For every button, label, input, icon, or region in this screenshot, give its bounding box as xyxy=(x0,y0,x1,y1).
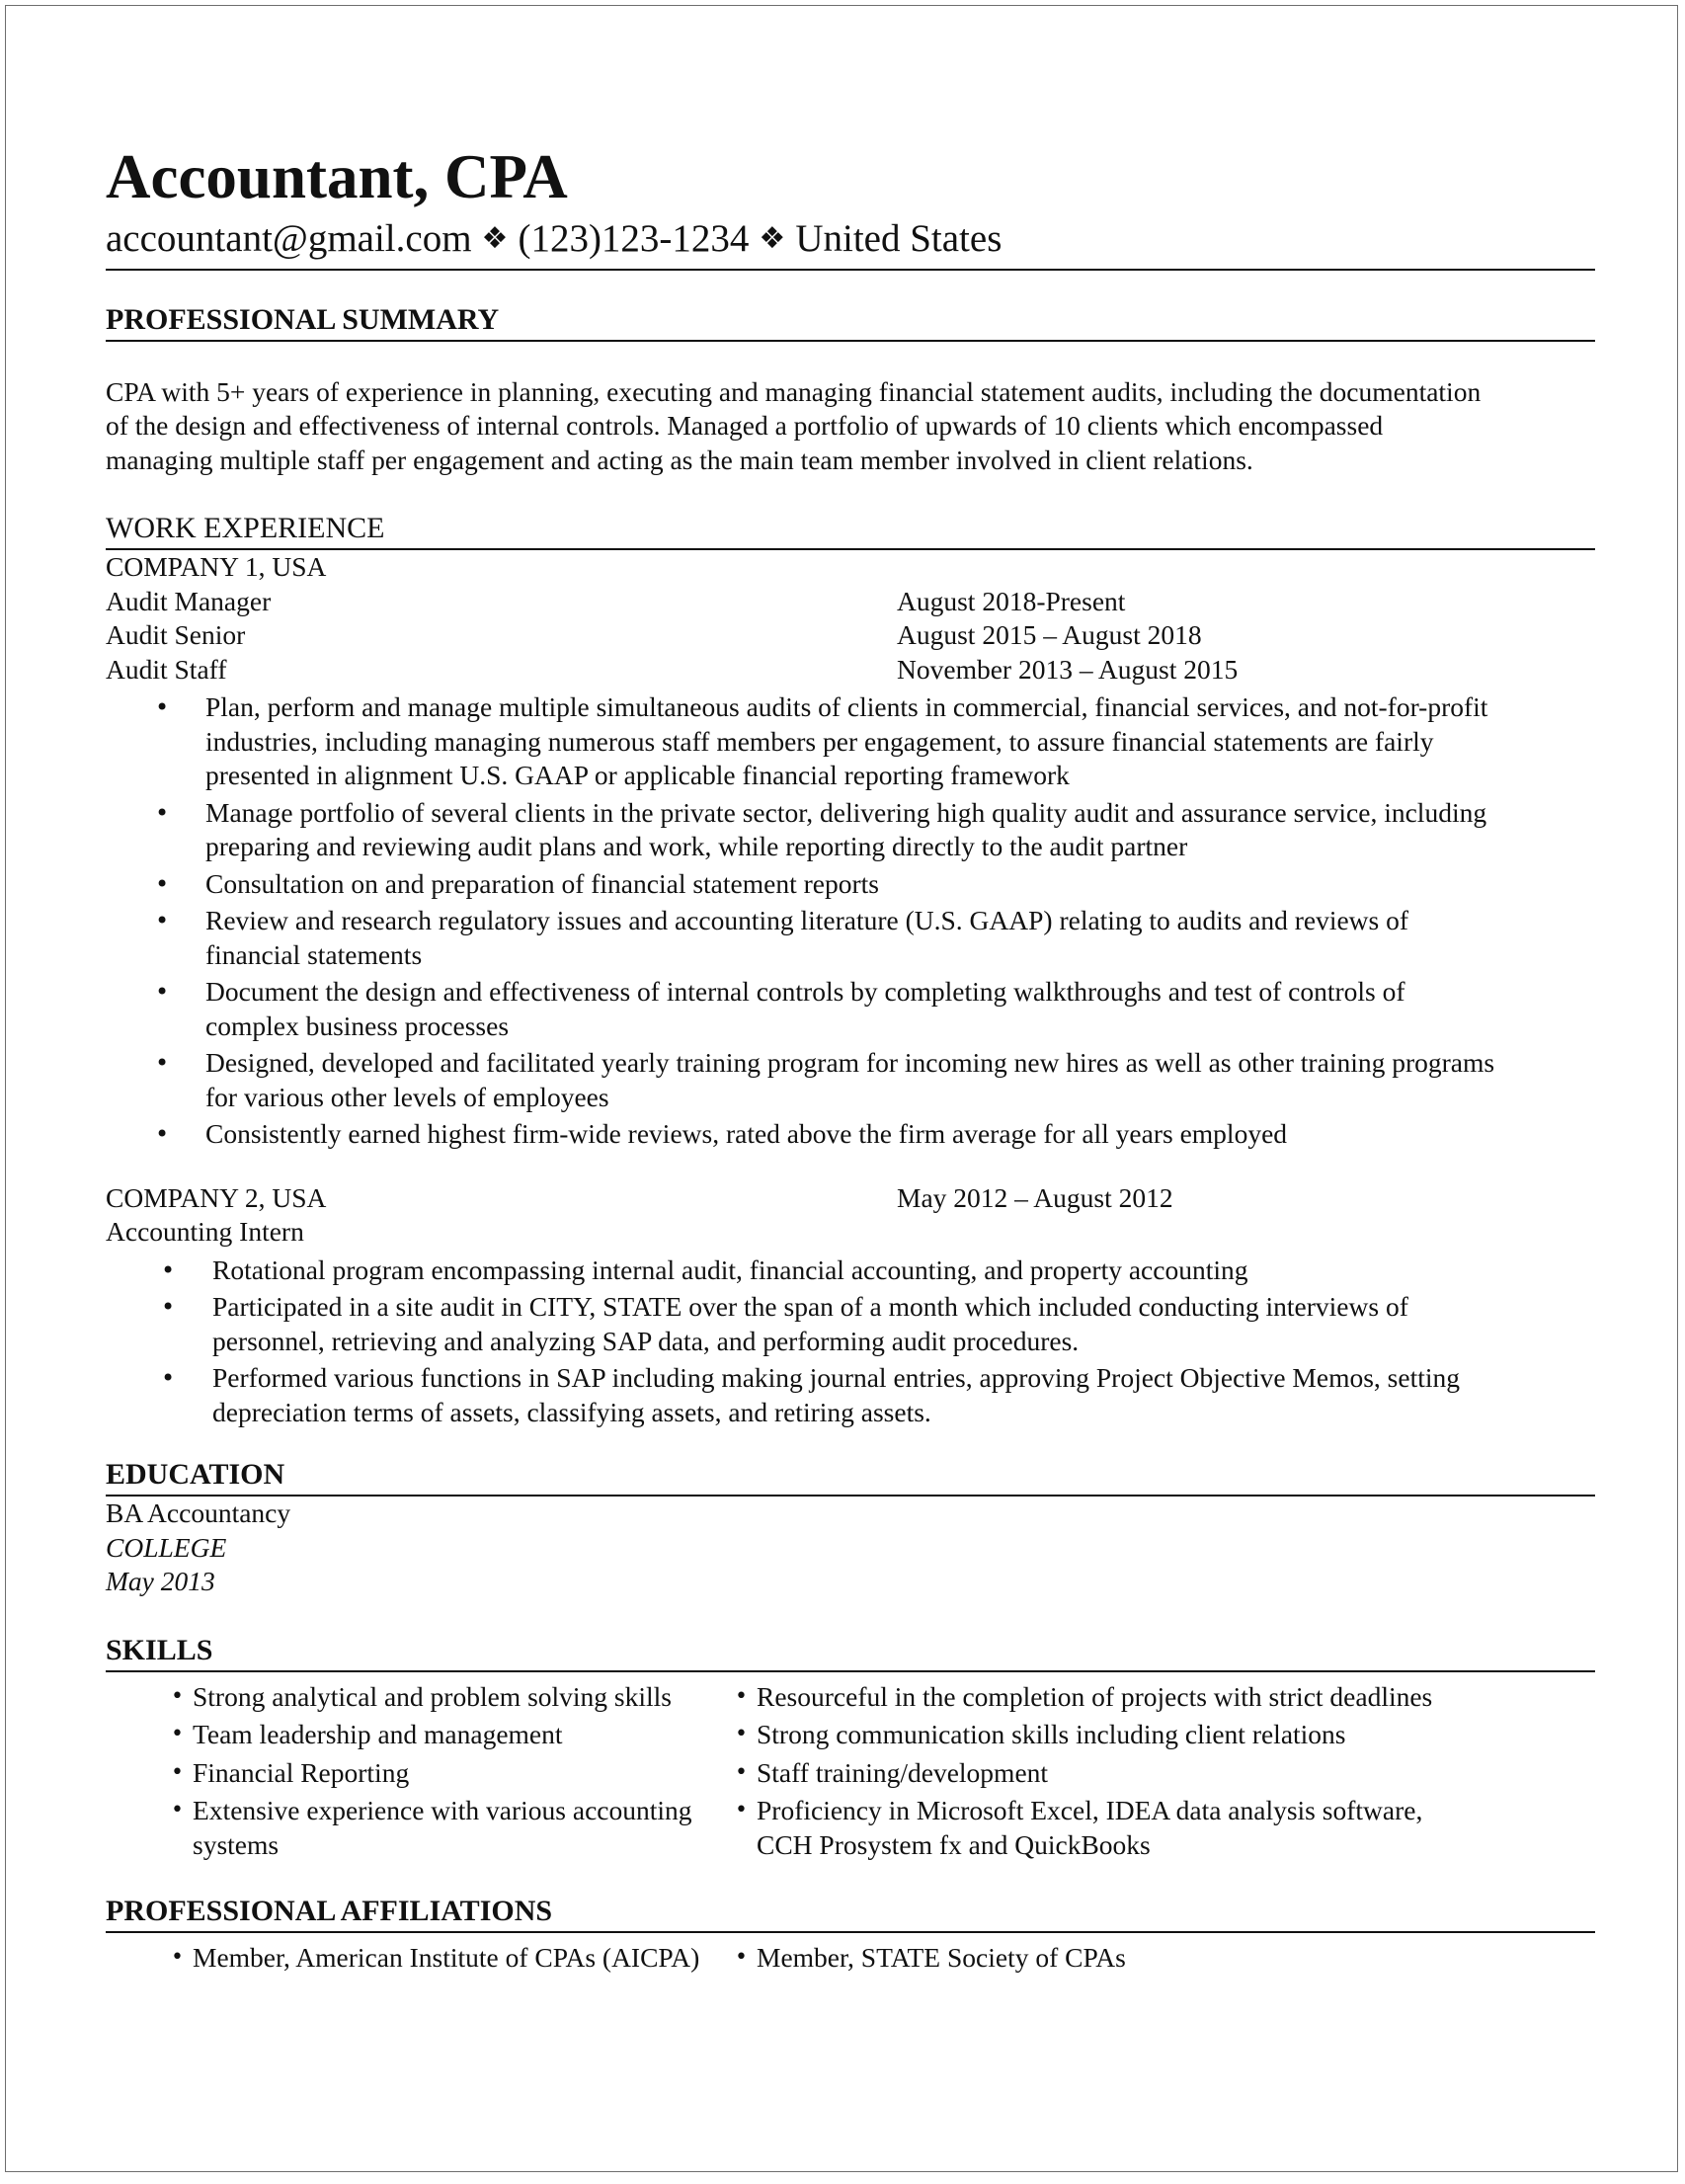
company-name: COMPANY 2, USA xyxy=(106,1181,327,1213)
section-title-work: WORK EXPERIENCE xyxy=(106,511,1595,550)
resume-page xyxy=(5,5,1678,2172)
affiliations-left-list xyxy=(106,1941,733,1980)
bullet-line: • Consultation on and preparation of financial statement reports xyxy=(205,867,879,899)
section-title-summary: PROFESSIONAL SUMMARY xyxy=(106,302,1595,342)
graduation-date: May 2013 xyxy=(106,1566,215,1597)
summary-line: CPA with 5+ years of experience in planning, executing and managing financial statement audits, including the documentation xyxy=(106,375,1482,407)
bullet-item xyxy=(106,1254,1595,1288)
role-dates: August 2018-Present xyxy=(897,585,1126,616)
skill-line: • Proficiency in Microsoft Excel, IDEA data analysis software, xyxy=(757,1795,1423,1826)
role-title: Audit Senior xyxy=(106,619,246,651)
skill-line: • Strong communication skills including client relations xyxy=(757,1719,1346,1750)
school-text: COLLEGE xyxy=(106,1531,227,1563)
bullet-line: complex business processes xyxy=(205,1010,510,1041)
skill-line: • Team leadership and management xyxy=(193,1719,563,1750)
company-name: COMPANY 1, USA xyxy=(106,551,327,583)
role-title: Accounting Intern xyxy=(106,1216,304,1248)
company2-row xyxy=(106,1181,1595,1216)
resume-content xyxy=(106,134,1595,1980)
bullet-item xyxy=(106,867,1595,902)
role-row xyxy=(106,653,1595,688)
summary-text xyxy=(106,375,1595,478)
bullet-item xyxy=(106,904,1595,972)
bullet-item xyxy=(106,796,1595,864)
bullet-line: • Document the design and effectiveness of internal controls by completing walkthroughs and test of controls of xyxy=(205,976,1405,1008)
skill-line: • Resourceful in the completion of projects with strict deadlines xyxy=(757,1680,1433,1712)
bullet-line: for various other levels of employees xyxy=(205,1081,609,1112)
skills-columns xyxy=(106,1680,1595,1867)
location-text: United States xyxy=(795,217,1003,260)
bullet-line: financial statements xyxy=(205,938,423,970)
bullet-line: • Consistently earned highest firm-wide reviews, rated above the firm average for all years employed xyxy=(205,1118,1288,1150)
skills-left-list xyxy=(106,1680,733,1867)
skill-item xyxy=(733,1756,1595,1791)
skill-line: • Staff training/development xyxy=(757,1756,1049,1788)
skill-line: • Financial Reporting xyxy=(193,1756,410,1788)
bullet-line: presented in alignment U.S. GAAP or applicable financial reporting framework xyxy=(205,760,1070,791)
skill-line: • Strong analytical and problem solving skills xyxy=(193,1680,673,1712)
summary-line: of the design and effectiveness of internal controls. Managed a portfolio of upwards of 10 clients which encompassed xyxy=(106,410,1384,442)
section-title-skills: SKILLS xyxy=(106,1633,1595,1672)
skill-item xyxy=(733,1794,1595,1862)
separator-icon: ❖ xyxy=(759,221,786,256)
company2-bullets xyxy=(106,1254,1595,1430)
skills-right-list xyxy=(733,1680,1595,1867)
bullet-line: • Designed, developed and facilitated yearly training program for incoming new hires as well as other training programs xyxy=(205,1047,1495,1079)
skill-item xyxy=(733,1718,1595,1752)
resume-name: Accountant, CPA xyxy=(106,142,568,211)
role-dates: November 2013 – August 2015 xyxy=(897,653,1239,685)
bullet-line: personnel, retrieving and analyzing SAP data, and performing audit procedures. xyxy=(212,1325,1080,1356)
skill-line: • Extensive experience with various accounting xyxy=(193,1795,692,1826)
bullet-line: • Plan, perform and manage multiple simultaneous audits of clients in commercial, financial services, and not-for-profit xyxy=(205,691,1488,723)
section-title-education: EDUCATION xyxy=(106,1457,1595,1496)
skill-line: CCH Prosystem fx and QuickBooks xyxy=(757,1828,1151,1860)
skill-item xyxy=(106,1680,733,1715)
bullet-line: • Manage portfolio of several clients in the private sector, delivering high quality audit and assurance service, including xyxy=(205,796,1487,828)
degree-text: BA Accountancy xyxy=(106,1497,291,1529)
bullet-item xyxy=(106,1361,1595,1429)
role-row xyxy=(106,585,1595,619)
affiliations-right-list xyxy=(733,1941,1595,1980)
bullet-item xyxy=(106,1117,1595,1152)
company1-bullets xyxy=(106,690,1595,1152)
skill-item xyxy=(733,1680,1595,1715)
skill-item xyxy=(106,1756,733,1791)
bullet-line: • Review and research regulatory issues and accounting literature (U.S. GAAP) relating to audits and reviews of xyxy=(205,905,1409,936)
bullet-line: • Participated in a site audit in CITY, STATE over the span of a month which included conducting interviews of xyxy=(212,1291,1408,1323)
phone-text: (123)123-1234 xyxy=(518,217,750,260)
email-text: accountant@gmail.com xyxy=(106,217,472,260)
bullet-line: depreciation terms of assets, classifying assets, and retiring assets. xyxy=(212,1396,931,1427)
skill-item xyxy=(106,1794,733,1862)
summary-line: managing multiple staff per engagement and acting as the main team member involved in client relations. xyxy=(106,444,1253,475)
role-dates: August 2015 – August 2018 xyxy=(897,619,1202,651)
skill-line: systems xyxy=(193,1828,280,1860)
bullet-item xyxy=(106,975,1595,1043)
role-title: Audit Manager xyxy=(106,585,272,616)
separator-icon: ❖ xyxy=(481,221,509,256)
affiliation-item: • Member, STATE Society of CPAs xyxy=(733,1941,1595,1976)
bullet-line: preparing and reviewing audit plans and work, while reporting directly to the audit partner xyxy=(205,831,1188,862)
bullet-line: industries, including managing numerous staff members per engagement, to assure financial statements are fairly xyxy=(205,725,1434,757)
bullet-item xyxy=(106,1046,1595,1114)
role-dates: May 2012 – August 2012 xyxy=(897,1181,1173,1213)
affiliations-columns xyxy=(106,1941,1595,1980)
section-title-affiliations: PROFESSIONAL AFFILIATIONS xyxy=(106,1894,1595,1933)
bullet-line: • Performed various functions in SAP including making journal entries, approving Project Objective Memos, setting xyxy=(212,1362,1460,1394)
affiliation-item: • Member, American Institute of CPAs (AICPA) xyxy=(106,1941,733,1976)
contact-line xyxy=(106,216,1595,271)
bullet-item xyxy=(106,1290,1595,1358)
role-row xyxy=(106,618,1595,653)
role-title: Audit Staff xyxy=(106,653,227,685)
bullet-line: • Rotational program encompassing internal audit, financial accounting, and property accounting xyxy=(212,1254,1248,1285)
bullet-item xyxy=(106,690,1595,793)
skill-item xyxy=(106,1718,733,1752)
